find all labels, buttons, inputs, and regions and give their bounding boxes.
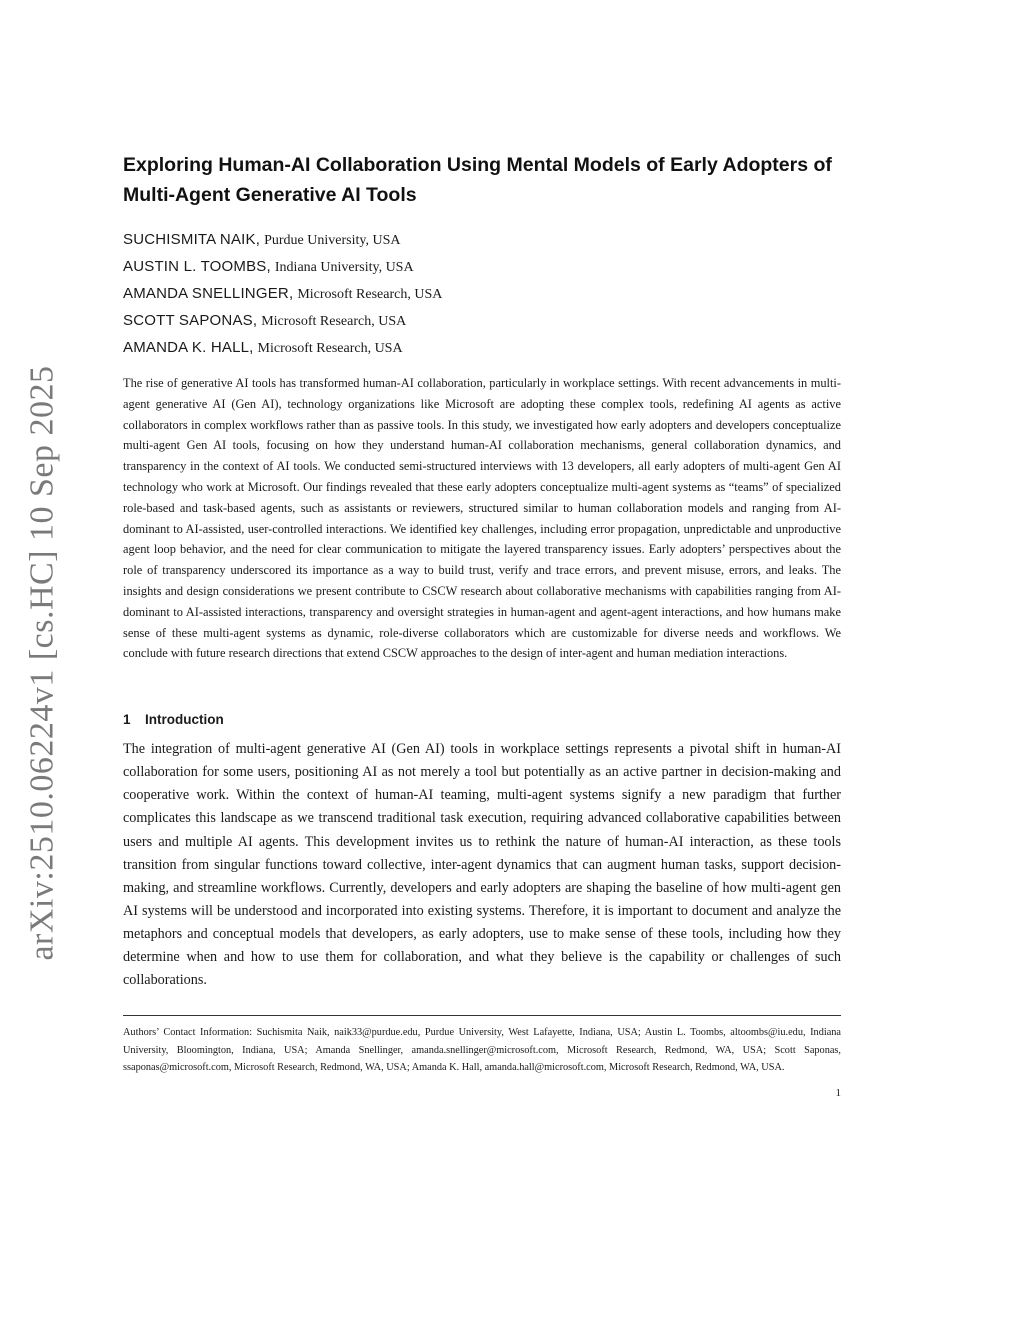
author-affiliation: Microsoft Research, USA <box>257 341 403 356</box>
author-list <box>123 226 841 361</box>
author-affiliation: Microsoft Research, USA <box>261 314 407 329</box>
author-name: SUCHISMITA NAIK, <box>123 231 261 248</box>
author-entry <box>123 307 841 334</box>
page-number: 1 <box>835 1086 841 1099</box>
author-entry <box>123 280 841 307</box>
author-entry <box>123 253 841 280</box>
author-name: AMANDA SNELLINGER, <box>123 285 294 302</box>
paper-title: Exploring Human-AI Collaboration Using Mental Models of Early Adopters of Multi-Agent Generative AI Tools <box>123 154 832 206</box>
section-title: Introduction <box>145 712 224 728</box>
author-name: AMANDA K. HALL, <box>123 339 254 356</box>
author-name: SCOTT SAPONAS, <box>123 312 258 329</box>
author-affiliation: Purdue University, USA <box>264 233 401 248</box>
author-contact-footnote: Authors’ Contact Information: Suchismita Naik, naik33@purdue.edu, Purdue University, West Lafayette, Indiana, USA; Austin L. Toombs, altoombs@iu.edu, Indiana University, Bloomington, Indiana, USA; Amanda Snellinger, amanda.snellinger@microsoft.com, Microsoft Research, Redmond, WA, USA; Scott Saponas, ssaponas@microsoft.com, Microsoft Research, Redmond, WA, USA; Amanda K. Hall, amanda.hall@microsoft.com, Microsoft Research, Redmond, WA, USA. <box>123 1027 841 1073</box>
introduction-paragraph: The integration of multi-agent generative AI (Gen AI) tools in workplace settings represents a pivotal shift in human-AI collaboration for some users, positioning AI as not merely a tool but potentially as an active partner in decision-making and cooperative work. Within the context of human-AI teaming, multi-agent systems signify a new paradigm that further complicates this landscape as we transcend traditional task execution, requiring advanced collaborative capabilities between users and multiple AI agents. This development invites us to rethink the nature of human-AI interaction, as these tools transition from singular functions toward collective, inter-agent dynamics that can augment human tasks, support decision-making, and streamline workflows. Currently, developers and early adopters are shaping the baseline of how multi-agent gen AI systems will be understood and incorporated into existing systems. Therefore, it is important to document and analyze the metaphors and conceptual models that developers, as early adopters, use to make sense of these tools, including how they determine when and how to use them for collaboration, and what they believe is the capability or challenges of such collaborations. <box>123 741 841 989</box>
author-entry <box>123 334 841 361</box>
section-heading <box>123 710 841 730</box>
arxiv-identifier-text: arXiv:2510.06224v1 [cs.HC] 10 Sep 2025 <box>24 364 61 961</box>
footnote-divider <box>123 1015 841 1016</box>
section-number: 1 <box>123 712 131 728</box>
author-affiliation: Indiana University, USA <box>274 260 414 275</box>
arxiv-identifier-stamp <box>8 364 78 961</box>
paper-page <box>123 150 841 1099</box>
author-affiliation: Microsoft Research, USA <box>297 287 443 302</box>
author-entry <box>123 226 841 253</box>
abstract: The rise of generative AI tools has transformed human-AI collaboration, particularly in workplace settings. With recent advancements in multi-agent generative AI (Gen AI), technology organizations like Microsoft are adopting these complex tools, redefining AI agents as active collaborators in complex workflows rather than as passive tools. In this study, we investigated how early adopters and developers conceptualize multi-agent Gen AI tools, focusing on how they understand human-AI collaboration mechanisms, general collaboration dynamics, and transparency in the context of AI tools. We conducted semi-structured interviews with 13 developers, all early adopters of multi-agent Gen AI technology who work at Microsoft. Our findings revealed that these early adopters conceptualize multi-agent systems as “teams” of specialized role-based and task-based agents, such as assistants or reviewers, structured similar to human collaboration models and ranging from AI-dominant to AI-assisted, user-controlled interactions. We identified key challenges, including error propagation, unpredictable and unproductive agent loop behavior, and the need for clear communication to mitigate the layered transparency issues. Early adopters’ perspectives about the role of transparency underscored its importance as a way to build trust, verify and trace errors, and prevent misuse, errors, and leaks. The insights and design considerations we present contribute to CSCW research about collaborative mechanisms with capabilities ranging from AI-dominant to AI-assisted interactions, transparency and oversight strategies in human-agent and agent-agent interactions, and how humans make sense of these multi-agent systems as dynamic, role-diverse collaborators which are customizable for diverse needs and workflows. We conclude with future research directions that extend CSCW approaches to the design of inter-agent and human mediation interactions. <box>123 376 841 661</box>
author-name: AUSTIN L. TOOMBS, <box>123 258 271 275</box>
